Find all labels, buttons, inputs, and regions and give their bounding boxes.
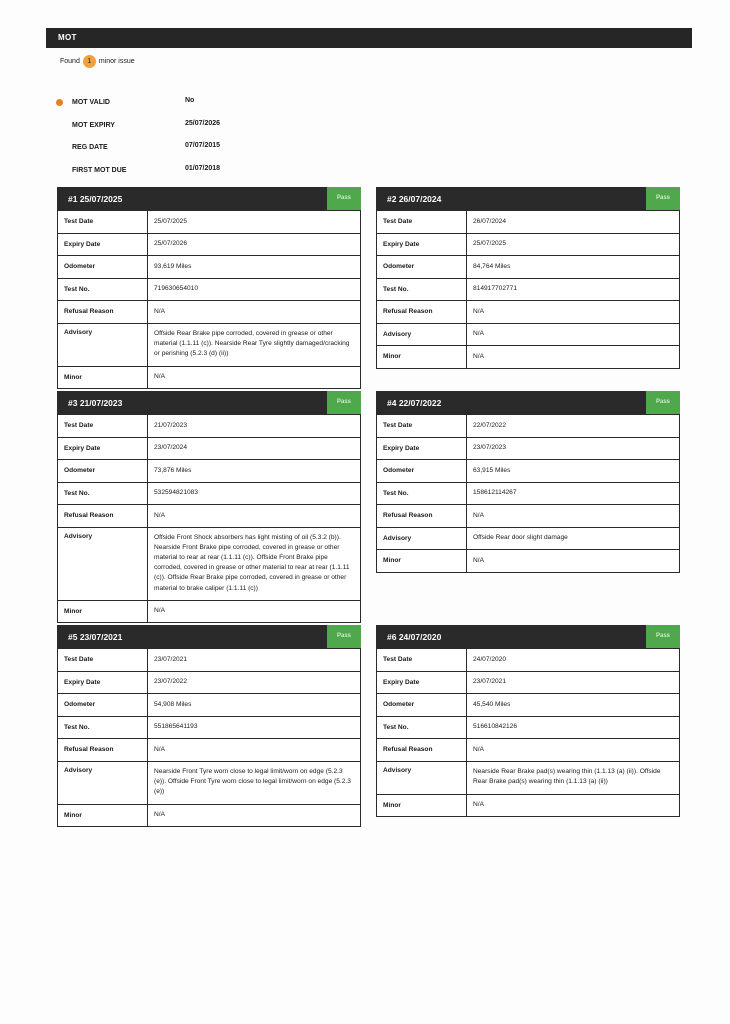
row-value: N/A: [473, 330, 484, 338]
row-label: Expiry Date: [377, 438, 467, 460]
row-value: 516610842126: [473, 723, 518, 731]
pass-badge: Pass: [327, 187, 361, 210]
card-title: #2 26/07/2024: [387, 194, 442, 204]
card-header: [58, 188, 360, 210]
row-label: Test No.: [377, 483, 467, 505]
summary-row-first-mot-due: [56, 163, 356, 186]
table-row: [377, 648, 679, 671]
card-title: #6 24/07/2020: [387, 632, 442, 642]
table-row: [377, 255, 679, 278]
summary-row-mot-valid: [56, 95, 356, 118]
table-row: [377, 761, 679, 794]
table-row: [58, 414, 360, 437]
table-row: [58, 210, 360, 233]
table-row: [58, 278, 360, 301]
row-value: 25/07/2025: [473, 240, 507, 248]
row-label: Minor: [377, 550, 467, 572]
row-value: N/A: [473, 556, 484, 564]
table-row: [58, 233, 360, 256]
row-value: Offside Rear door slight damage: [473, 534, 568, 542]
row-value: 25/07/2026: [154, 240, 188, 248]
table-row: [377, 437, 679, 460]
row-label: Refusal Reason: [58, 739, 148, 761]
row-value: Offside Rear Brake pipe corroded, covered in grease or other material (1.1.11 (c)). Nearside Rear Tyre slightly damaged/cracking or perishing (5.2.3 (d) (ii)): [154, 329, 350, 357]
table-row: [58, 693, 360, 716]
row-label: Test Date: [58, 211, 148, 233]
pass-badge: Pass: [646, 625, 680, 648]
table-row: [377, 738, 679, 761]
pass-badge: Pass: [646, 187, 680, 210]
found-prefix: Found: [60, 58, 80, 65]
row-label: Odometer: [377, 256, 467, 278]
row-value: N/A: [473, 307, 484, 315]
card-title: #4 22/07/2022: [387, 398, 442, 408]
row-value: N/A: [154, 511, 165, 519]
table-row: [377, 300, 679, 323]
summary-row-mot-expiry: [56, 118, 356, 141]
table-row: [377, 482, 679, 505]
row-label: Odometer: [58, 460, 148, 482]
row-value: 23/07/2021: [154, 655, 188, 663]
row-value: 23/07/2022: [154, 678, 188, 686]
row-value: 551865641193: [154, 723, 198, 731]
row-value: N/A: [473, 511, 484, 519]
row-label: Test Date: [377, 415, 467, 437]
card-header: [58, 626, 360, 648]
row-label: Minor: [58, 601, 148, 623]
table-row: [58, 300, 360, 323]
row-label: Minor: [58, 805, 148, 827]
table-row: [58, 738, 360, 761]
row-value: 26/07/2024: [473, 217, 507, 225]
row-label: Expiry Date: [58, 234, 148, 256]
row-value: 93,619 Miles: [154, 262, 192, 270]
row-label: Refusal Reason: [58, 505, 148, 527]
row-value: 719630654010: [154, 285, 199, 293]
row-label: Advisory: [58, 762, 148, 804]
table-row: [58, 761, 360, 804]
found-suffix: minor issue: [98, 58, 135, 65]
row-value: 23/07/2024: [154, 444, 188, 452]
row-label: Expiry Date: [377, 234, 467, 256]
table-row: [377, 210, 679, 233]
row-value: 23/07/2023: [473, 444, 507, 452]
row-label: Minor: [377, 346, 467, 368]
table-row: [58, 671, 360, 694]
row-label: Odometer: [58, 256, 148, 278]
row-label: Minor: [377, 795, 467, 817]
row-value: 84,764 Miles: [473, 262, 511, 270]
row-label: Test Date: [58, 649, 148, 671]
row-value: 54,908 Miles: [154, 700, 192, 708]
row-label: Test No.: [377, 717, 467, 739]
row-label: Refusal Reason: [58, 301, 148, 323]
summary-label: REG DATE: [72, 144, 108, 151]
row-value: Nearside Rear Brake pad(s) wearing thin (1.1.13 (a) (ii)). Offside Rear Brake pad(s) wearing thin (1.1.13 (a) (ii)): [473, 767, 661, 785]
row-label: Expiry Date: [58, 672, 148, 694]
mot-test-card: [376, 187, 680, 369]
pass-badge: Pass: [646, 391, 680, 414]
row-label: Test Date: [377, 649, 467, 671]
table-row: [377, 459, 679, 482]
row-value: 24/07/2020: [473, 655, 507, 663]
row-label: Test No.: [377, 279, 467, 301]
mot-test-card: [57, 187, 361, 389]
row-value: 22/07/2022: [473, 421, 507, 429]
table-row: [377, 693, 679, 716]
row-label: Test No.: [58, 279, 148, 301]
table-row: [58, 459, 360, 482]
summary-value: 25/07/2026: [185, 119, 221, 127]
issue-count-badge: 1: [83, 55, 96, 68]
card-title: #1 25/07/2025: [68, 194, 123, 204]
row-value: 45,540 Miles: [473, 700, 511, 708]
summary-value: 07/07/2015: [185, 142, 221, 149]
table-row: [377, 716, 679, 739]
row-value: 814917702771: [473, 285, 518, 293]
row-label: Odometer: [377, 694, 467, 716]
mot-test-card: [57, 625, 361, 827]
row-label: Expiry Date: [58, 438, 148, 460]
row-value: Nearside Front Tyre worn close to legal limit/worn on edge (5.2.3 (e)). Offside Front Tyre worn close to legal limit/worn on edge (5.2.3 (e)): [154, 767, 351, 795]
summary-label: MOT EXPIRY: [72, 121, 115, 129]
table-row: [58, 600, 360, 623]
row-value: 23/07/2021: [473, 678, 507, 686]
table-row: [58, 804, 360, 827]
row-label: Odometer: [377, 460, 467, 482]
row-value: 25/07/2025: [154, 217, 188, 225]
row-value: N/A: [154, 373, 165, 381]
row-label: Advisory: [58, 324, 148, 366]
row-label: Refusal Reason: [377, 739, 467, 761]
issues-found-summary: [60, 55, 135, 68]
card-header: [377, 626, 679, 648]
row-label: Expiry Date: [377, 672, 467, 694]
row-value: Offside Front Shock absorbers has light misting of oil (5.3.2 (b)). Nearside Front Brake pipe corroded, covered in grease or other material to rear at rear (1.1.11 (c)). Offside Front Brake pipe corroded, covered in grease or other material to rear at rear (1.1.11 (c)). Offside Rear Brake pipe corroded, covered in grease or other material to brake caliper (1.1.11 (c)): [154, 533, 350, 592]
summary-row-reg-date: [56, 140, 356, 163]
row-label: Test Date: [58, 415, 148, 437]
row-label: Advisory: [377, 324, 467, 346]
table-row: [377, 233, 679, 256]
summary-value: No: [185, 97, 195, 104]
row-label: Advisory: [377, 762, 467, 794]
row-label: Test Date: [377, 211, 467, 233]
row-label: Advisory: [58, 528, 148, 600]
row-value: N/A: [473, 801, 484, 809]
card-title: #3 21/07/2023: [68, 398, 123, 408]
section-title-bar: [46, 28, 692, 48]
table-row: [377, 504, 679, 527]
table-row: [377, 414, 679, 437]
mot-test-card: [376, 625, 680, 817]
row-value: 21/07/2023: [154, 421, 188, 429]
row-value: 63,915 Miles: [473, 466, 511, 474]
row-label: Refusal Reason: [377, 505, 467, 527]
table-row: [58, 323, 360, 366]
table-row: [377, 527, 679, 550]
row-value: N/A: [154, 745, 165, 753]
table-row: [58, 504, 360, 527]
table-row: [377, 794, 679, 817]
row-value: 158612114267: [473, 489, 517, 497]
table-row: [58, 255, 360, 278]
section-title: MOT: [58, 33, 77, 42]
card-header: [377, 392, 679, 414]
mot-summary: [56, 95, 356, 185]
row-value: N/A: [154, 811, 165, 819]
table-row: [58, 366, 360, 389]
row-label: Test No.: [58, 483, 148, 505]
mot-test-card: [57, 391, 361, 623]
pass-badge: Pass: [327, 391, 361, 414]
table-row: [58, 482, 360, 505]
card-header: [377, 188, 679, 210]
row-label: Refusal Reason: [377, 301, 467, 323]
row-value: 73,876 Miles: [154, 466, 192, 474]
status-dot-icon: [56, 99, 63, 106]
pass-badge: Pass: [327, 625, 361, 648]
summary-label: FIRST MOT DUE: [72, 166, 127, 174]
table-row: [58, 716, 360, 739]
table-row: [58, 648, 360, 671]
row-value: N/A: [154, 607, 165, 615]
table-row: [377, 671, 679, 694]
row-label: Test No.: [58, 717, 148, 739]
card-title: #5 23/07/2021: [68, 632, 123, 642]
table-row: [58, 437, 360, 460]
summary-label: MOT VALID: [72, 99, 110, 106]
row-value: N/A: [154, 307, 165, 315]
row-label: Minor: [58, 367, 148, 389]
table-row: [377, 323, 679, 346]
summary-value: 01/07/2018: [185, 164, 221, 172]
row-value: N/A: [473, 745, 484, 753]
card-header: [58, 392, 360, 414]
row-label: Advisory: [377, 528, 467, 550]
row-value: 532594821083: [154, 489, 199, 497]
row-label: Odometer: [58, 694, 148, 716]
mot-test-card: [376, 391, 680, 573]
table-row: [377, 345, 679, 368]
table-row: [58, 527, 360, 600]
table-row: [377, 549, 679, 572]
row-value: N/A: [473, 352, 484, 360]
table-row: [377, 278, 679, 301]
